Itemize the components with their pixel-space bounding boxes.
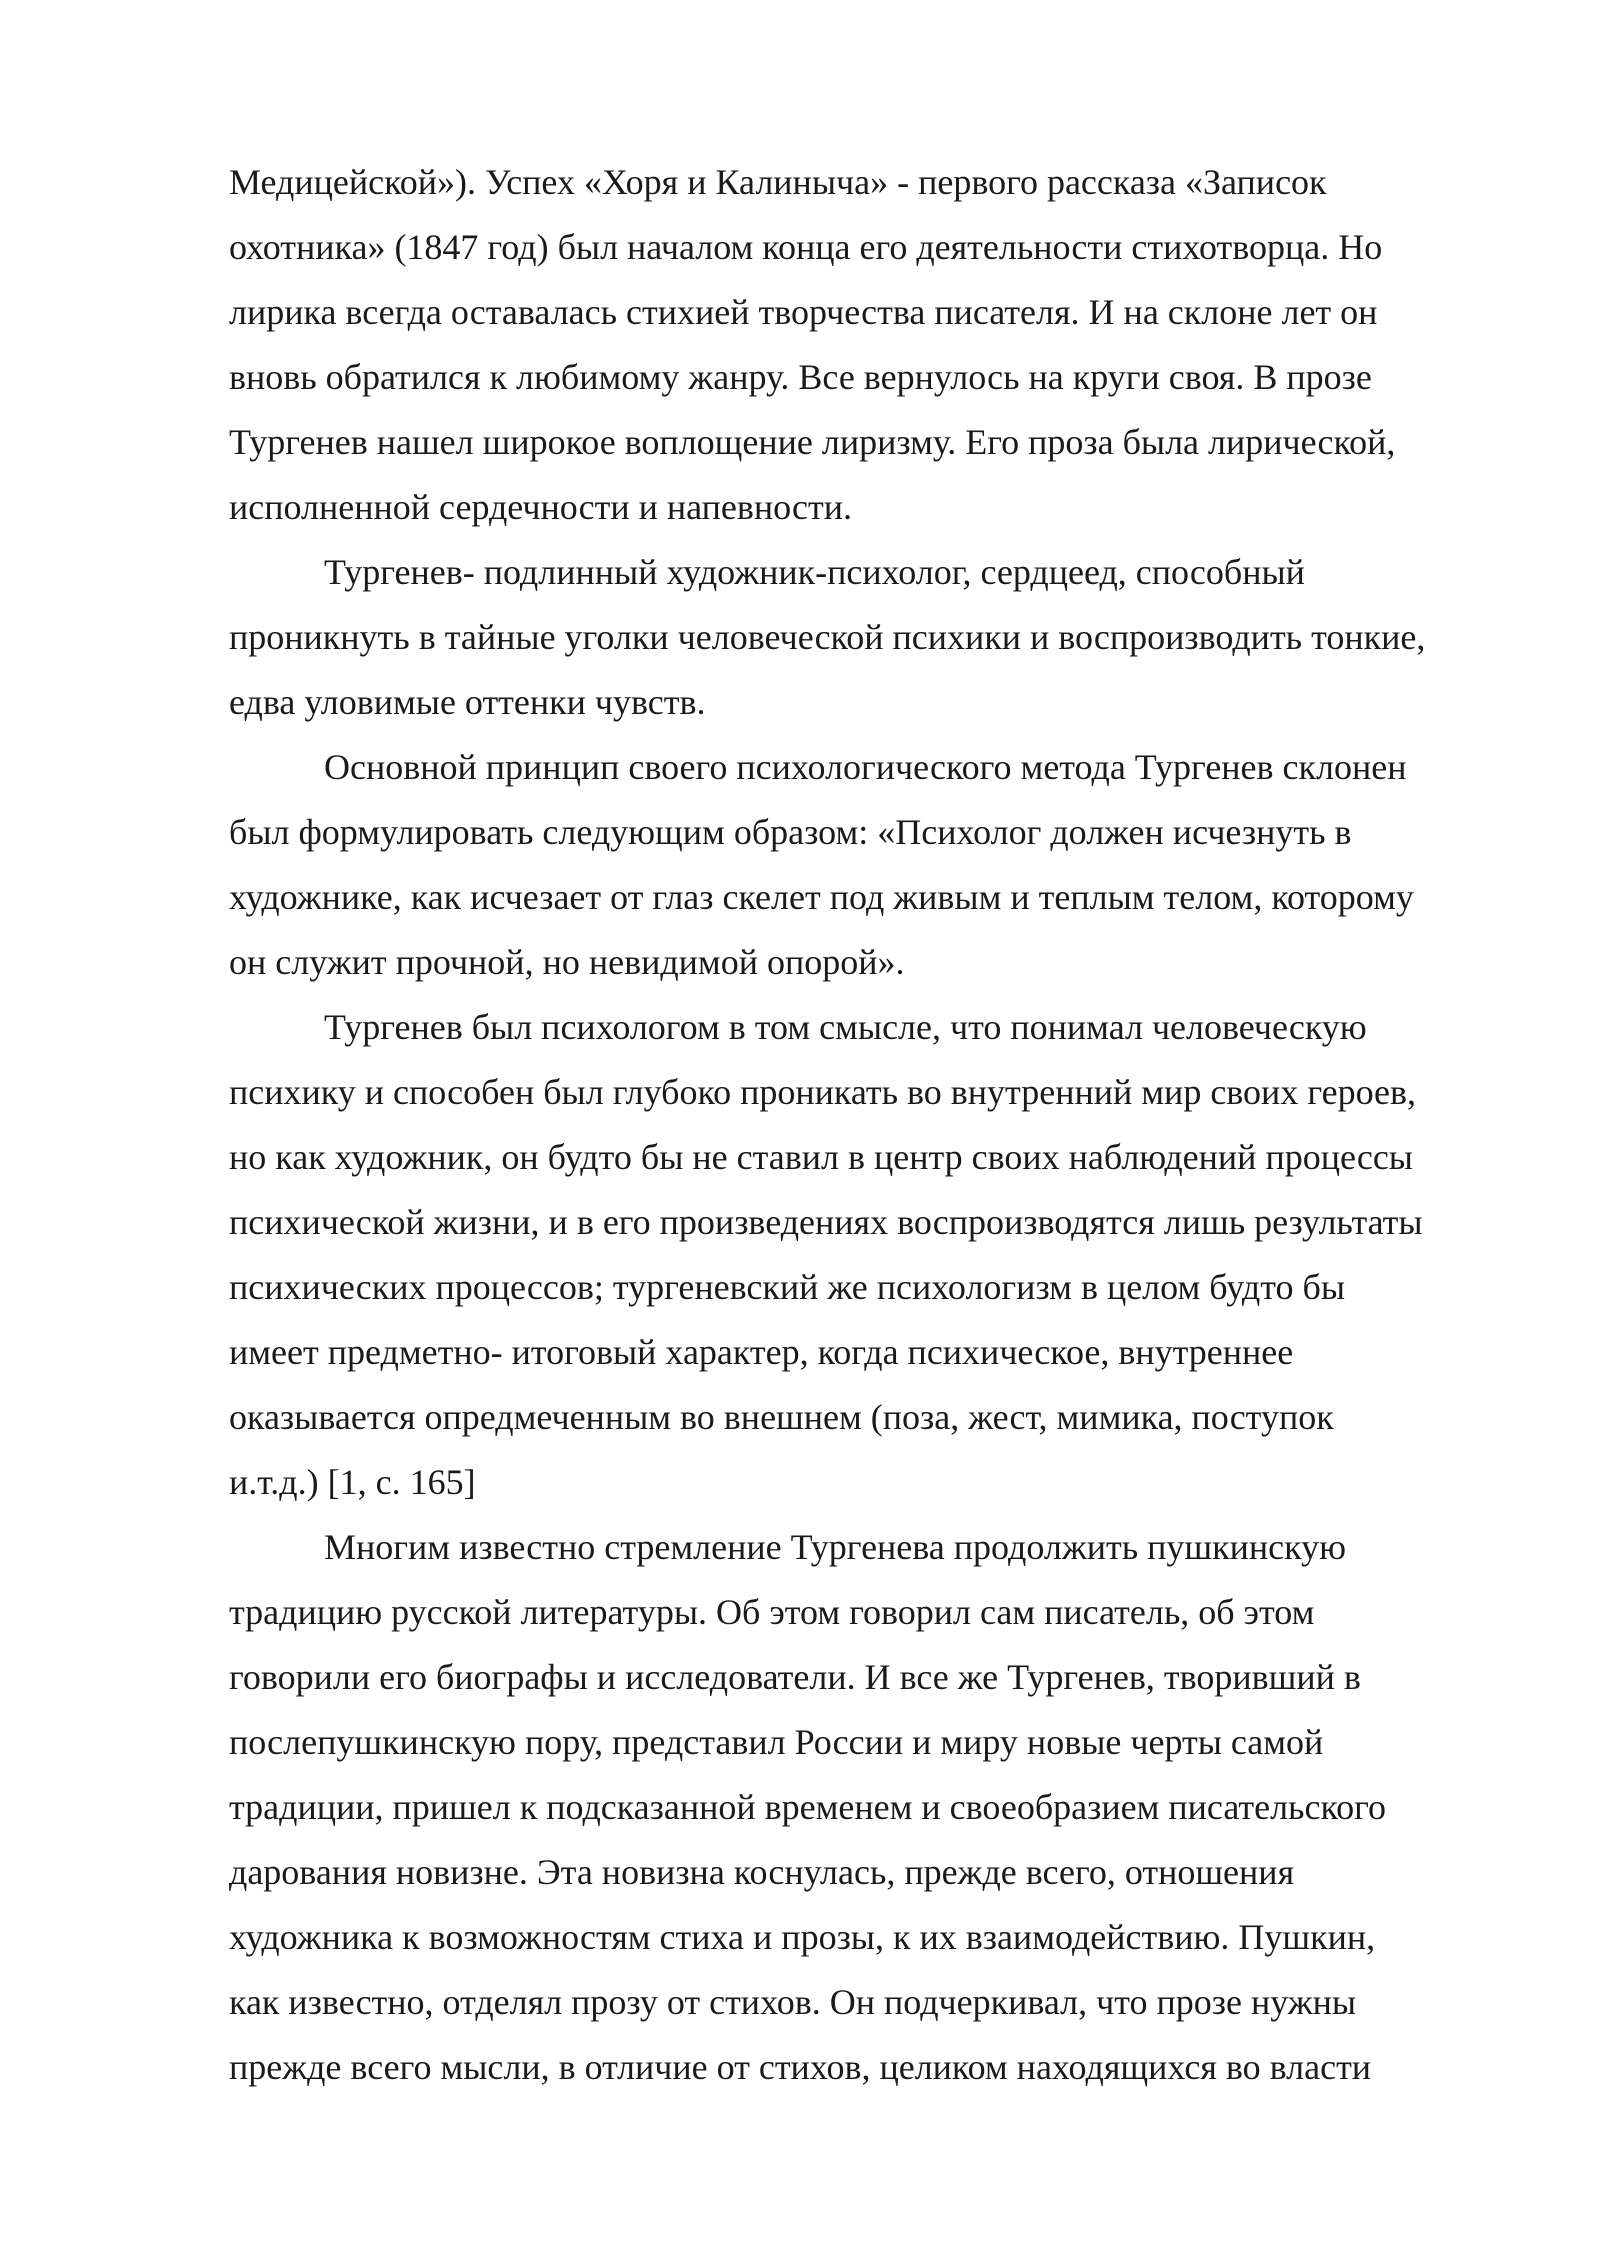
text-line: и.т.д.) [1, с. 165] [229,1462,476,1502]
text-line: оказывается опредмеченным во внешнем (поза, жест, мимика, поступок [229,1397,1334,1437]
text-line: Тургенев был психологом в том смысле, что понимал человеческую [324,1007,1367,1047]
text-line: охотника» (1847 год) был началом конца его деятельности стихотворца. Но [229,227,1383,267]
paragraph-2 [229,540,1529,735]
text-line: психической жизни, и в его произведениях воспроизводятся лишь результаты [229,1202,1423,1242]
text-line: традицию русской литературы. Об этом говорил сам писатель, об этом [229,1592,1315,1632]
text-line: но как художник, он будто бы не ставил в центр своих наблюдений процессы [229,1137,1413,1177]
text-line: психику и способен был глубоко проникать во внутренний мир своих героев, [229,1072,1416,1112]
text-line: исполненной сердечности и напевности. [229,487,853,527]
text-line: прежде всего мысли, в отличие от стихов, целиком находящихся во власти [229,2047,1372,2087]
text-line: дарования новизне. Эта новизна коснулась, прежде всего, отношения [229,1852,1295,1892]
paragraph-4 [229,995,1529,1515]
text-line: Тургенев нашел широкое воплощение лиризму. Его проза была лирической, [229,422,1396,462]
text-line: Многим известно стремление Тургенева продолжить пушкинскую [324,1527,1346,1567]
text-line: традиции, пришел к подсказанной временем и своеобразием писательского [229,1787,1386,1827]
text-line: лирика всегда оставалась стихией творчества писателя. И на склоне лет он [229,292,1378,332]
document-text [229,150,1529,2100]
paragraph-1 [229,150,1529,540]
text-line: был формулировать следующим образом: «Психолог должен исчезнуть в [229,812,1352,852]
text-line: художника к возможностям стиха и прозы, к их взаимодействию. Пушкин, [229,1917,1376,1957]
text-line: имеет предметно- итоговый характер, когда психическое, внутреннее [229,1332,1294,1372]
text-line: говорили его биографы и исследователи. И все же Тургенев, творивший в [229,1657,1361,1697]
text-line: он служит прочной, но невидимой опорой». [229,942,905,982]
text-line: психических процессов; тургеневский же психологизм в целом будто бы [229,1267,1345,1307]
paragraph-3 [229,735,1529,995]
text-line: проникнуть в тайные уголки человеческой психики и воспроизводить тонкие, [229,617,1426,657]
text-line: как известно, отделял прозу от стихов. Он подчеркивал, что прозе нужны [229,1982,1357,2022]
text-line: вновь обратился к любимому жанру. Все вернулось на круги своя. В прозе [229,357,1372,397]
text-line: художнике, как исчезает от глаз скелет под живым и теплым телом, которому [229,877,1414,917]
text-line: едва уловимые оттенки чувств. [229,682,706,722]
paragraph-5 [229,1515,1529,2100]
text-line: Медицейской»). Успех «Хоря и Калиныча» - первого рассказа «Записок [229,162,1327,202]
text-line: Тургенев- подлинный художник-психолог, сердцеед, способный [324,552,1305,592]
text-line: послепушкинскую пору, представил России и миру новые черты самой [229,1722,1324,1762]
text-line: Основной принцип своего психологического метода Тургенев склонен [324,747,1407,787]
